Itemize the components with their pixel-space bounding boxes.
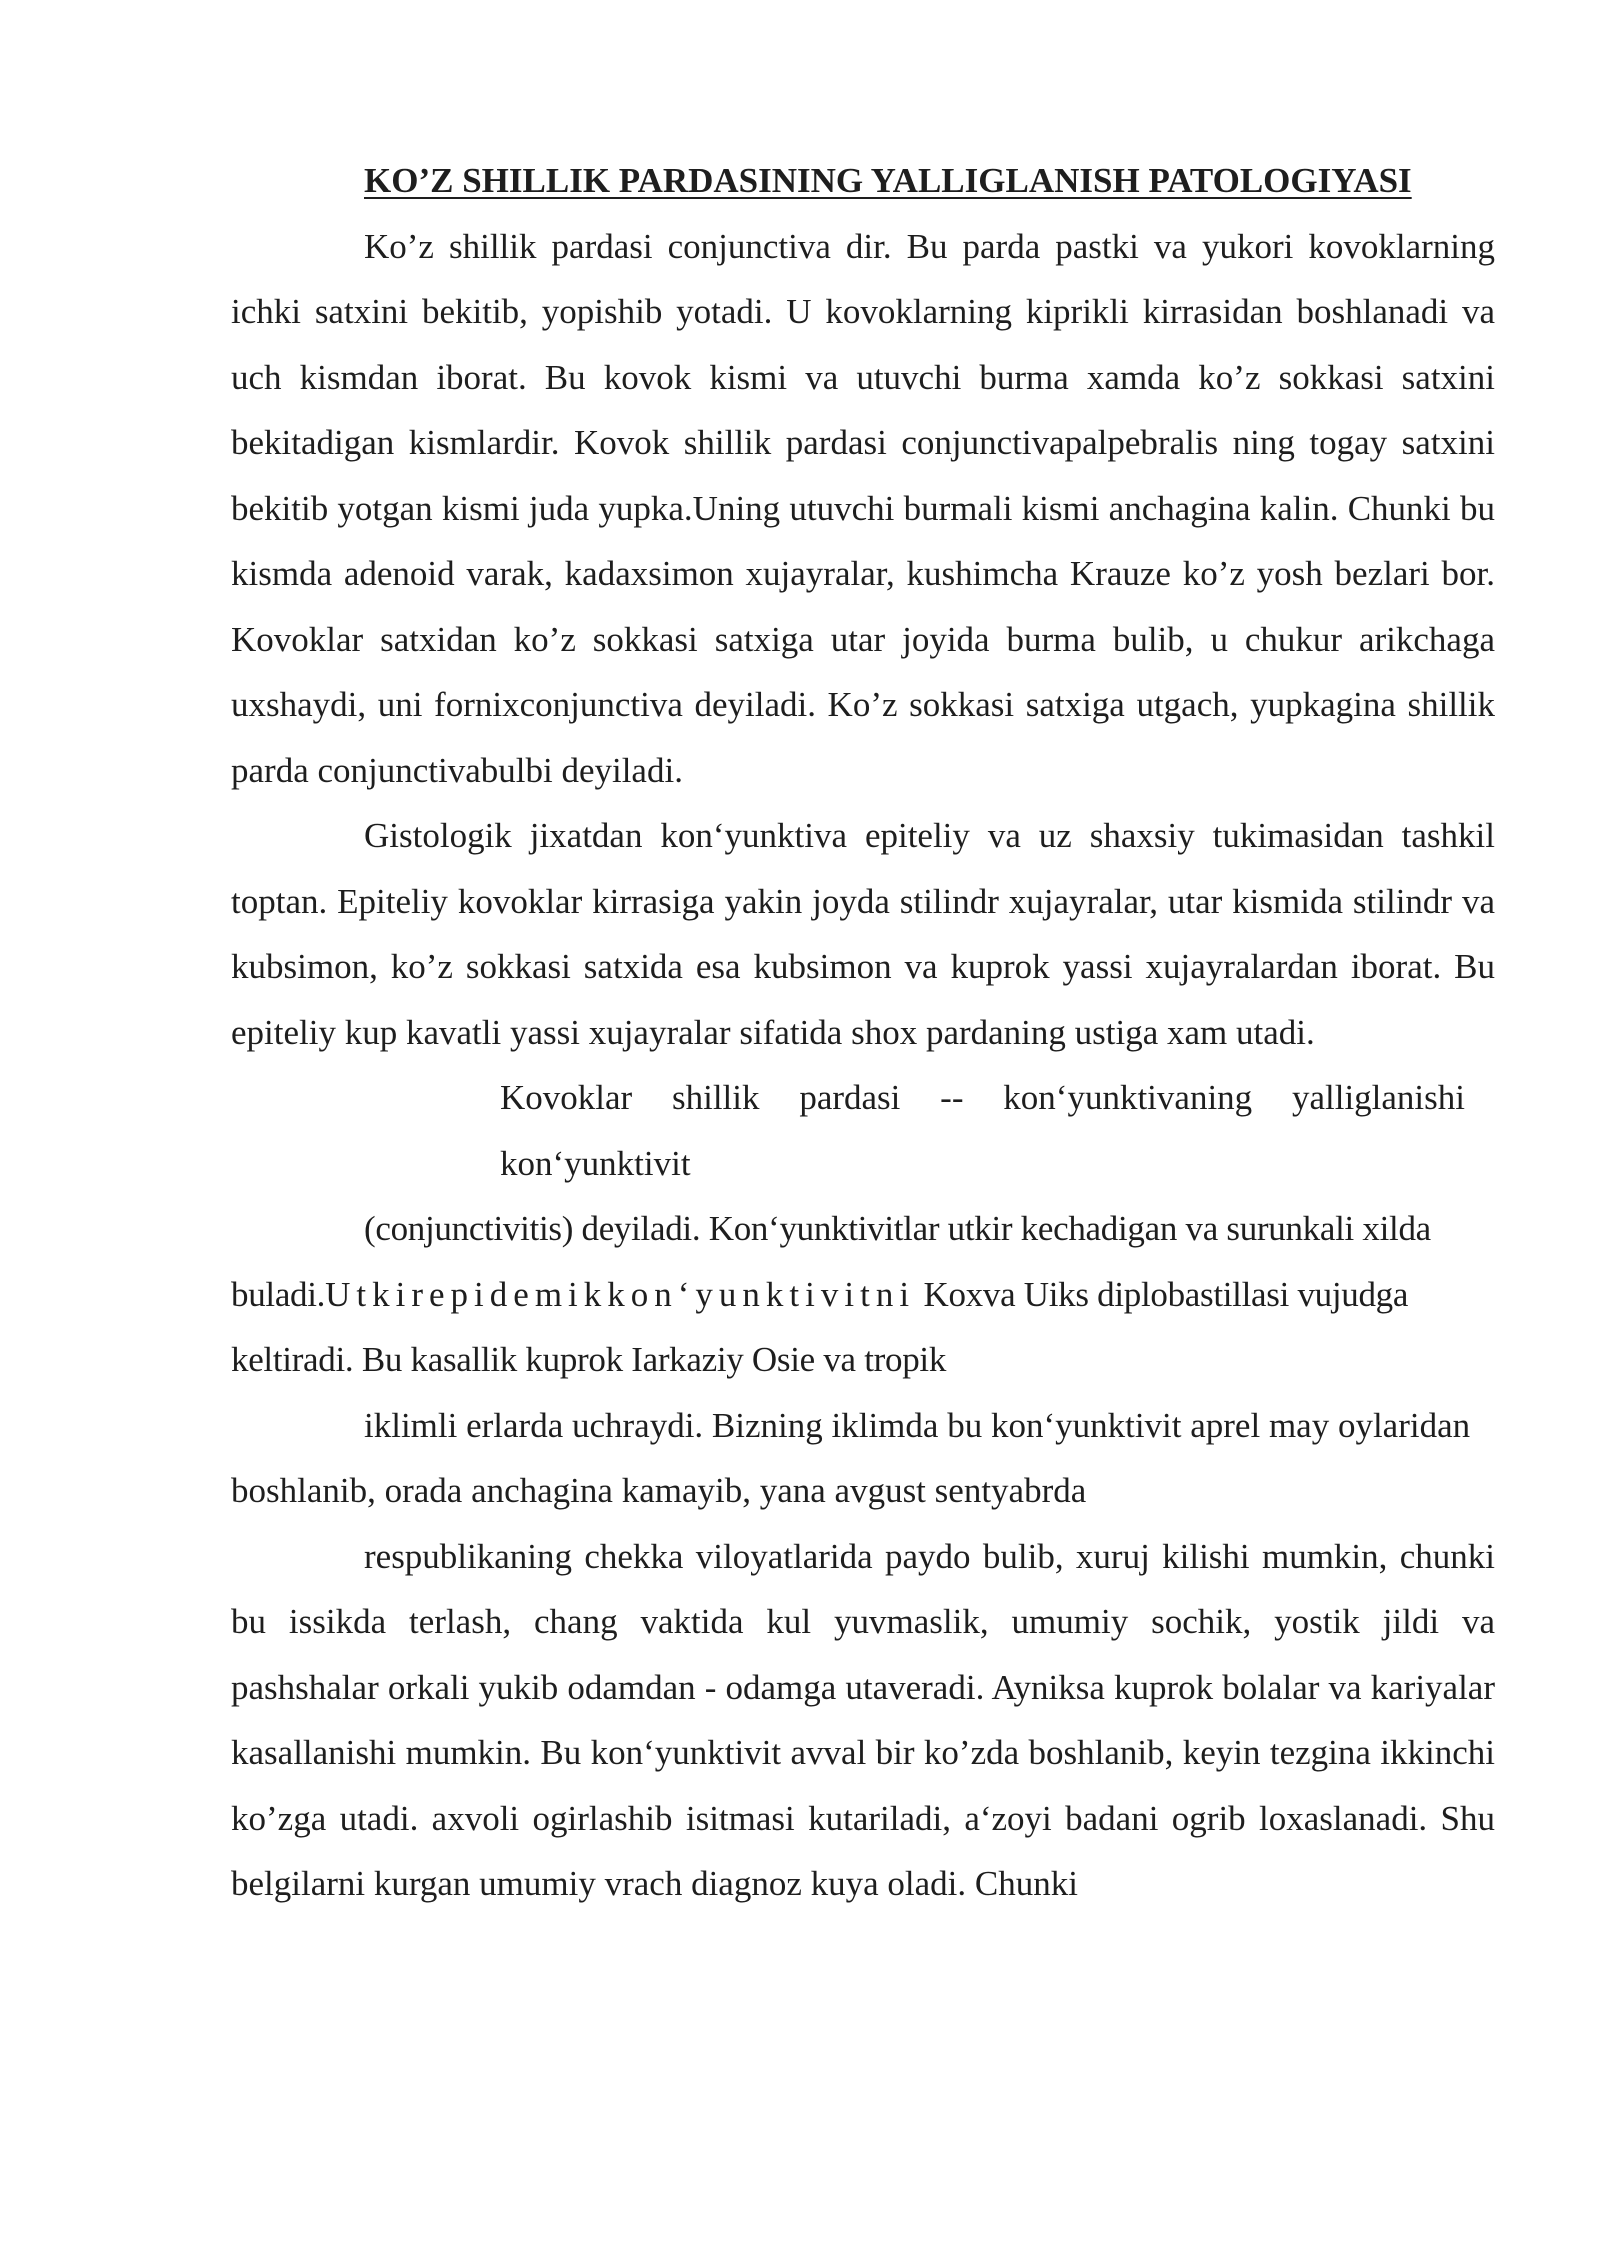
- paragraph-conjunctivitis-types-start: (conjunctivitis) deyiladi. Kon‘yunktivitlar utkir kechadigan va surunkali xilda buladi.: [231, 1209, 1431, 1314]
- paragraph-conjunctivitis-types: [231, 1196, 1495, 1393]
- paragraph-conjunctivitis-types-end: Koxva Uiks diplobastillasi vujudga keltiradi. Bu kasallik kuprok Iarkaziy Osie va tropik: [231, 1274, 1409, 1379]
- paragraph-climate: iklimli erlarda uchraydi. Bizning iklimda bu kon‘yunktivit aprel may oylaridan boshlanib, orada anchagina kamayib, yana avgust sentyabrda: [231, 1405, 1471, 1510]
- spaced-term: Utkirepidemikkon‘yunktivitni: [325, 1274, 916, 1314]
- document-title: KO’Z SHILLIK PARDASINING YALLIGLANISH PATOLOGIYASI: [364, 161, 1412, 200]
- paragraph-conjunctivitis-definition: Kovoklar shillik pardasi -- kon‘yunktivaning yalliglanishi kon‘yunktivit: [500, 1078, 1465, 1183]
- paragraph-conjunctiva-anatomy: Ko’z shillik pardasi conjunctiva dir. Bu parda pastki va yukori kovoklarning ichki satxini bekitib, yopishib yotadi. U kovoklarning kiprikli kirrasidan boshlanadi va uch kismdan iborat. Bu kovok kismi va utuvchi burma xamda ko’z sokkasi satxini bekitadigan kismlardir. Kovok shillik pardasi conjunctivapalpebralis ning togay satxini bekitib yotgan kismi juda yupka.Uning utuvchi burmali kismi anchagina kalin. Chunki bu kismda adenoid varak, kadaxsimon xujayralar, kushimcha Krauze ko’z yosh bezlari bor. Kovoklar satxidan ko’z sokkasi satxiga utar joyida burma bulib, u chukur arikchaga uxshaydi, uni fornixconjunctiva deyiladi. Ko’z sokkasi satxiga utgach, yupkagina shillik parda conjunctivabulbi deyiladi.: [231, 226, 1495, 790]
- paragraph-histology: Gistologik jixatdan kon‘yunktiva epiteliy va uz shaxsiy tukimasidan tashkil toptan. Epiteliy kovoklar kirrasiga yakin joyda stilindr xujayralar, utar kismida stilindr va kubsimon, ko’z sokkasi satxida esa kubsimon va kuprok yassi xujayralardan iborat. Bu epiteliy kup kavatli yassi xujayralar sifatida shox pardaning ustiga xam utadi.: [231, 816, 1495, 1052]
- document-body: [231, 148, 1495, 1917]
- paragraph-transmission: respublikaning chekka viloyatlarida paydo bulib, xuruj kilishi mumkin, chunki bu issikda terlash, chang vaktida kul yuvmaslik, umumiy sochik, yostik jildi va pashshalar orkali yukib odamdan - odamga utaveradi. Ayniksa kuprok bolalar va kariyalar kasallanishi mumkin. Bu kon‘yunktivit avval bir ko’zda boshlanib, keyin tezgina ikkinchi ko’zga utadi. axvoli ogirlashib isitmasi kutariladi, a‘zoyi badani ogrib loxaslanadi. Shu belgilarni kurgan umumiy vrach diagnoz kuya oladi. Chunki: [231, 1536, 1495, 1903]
